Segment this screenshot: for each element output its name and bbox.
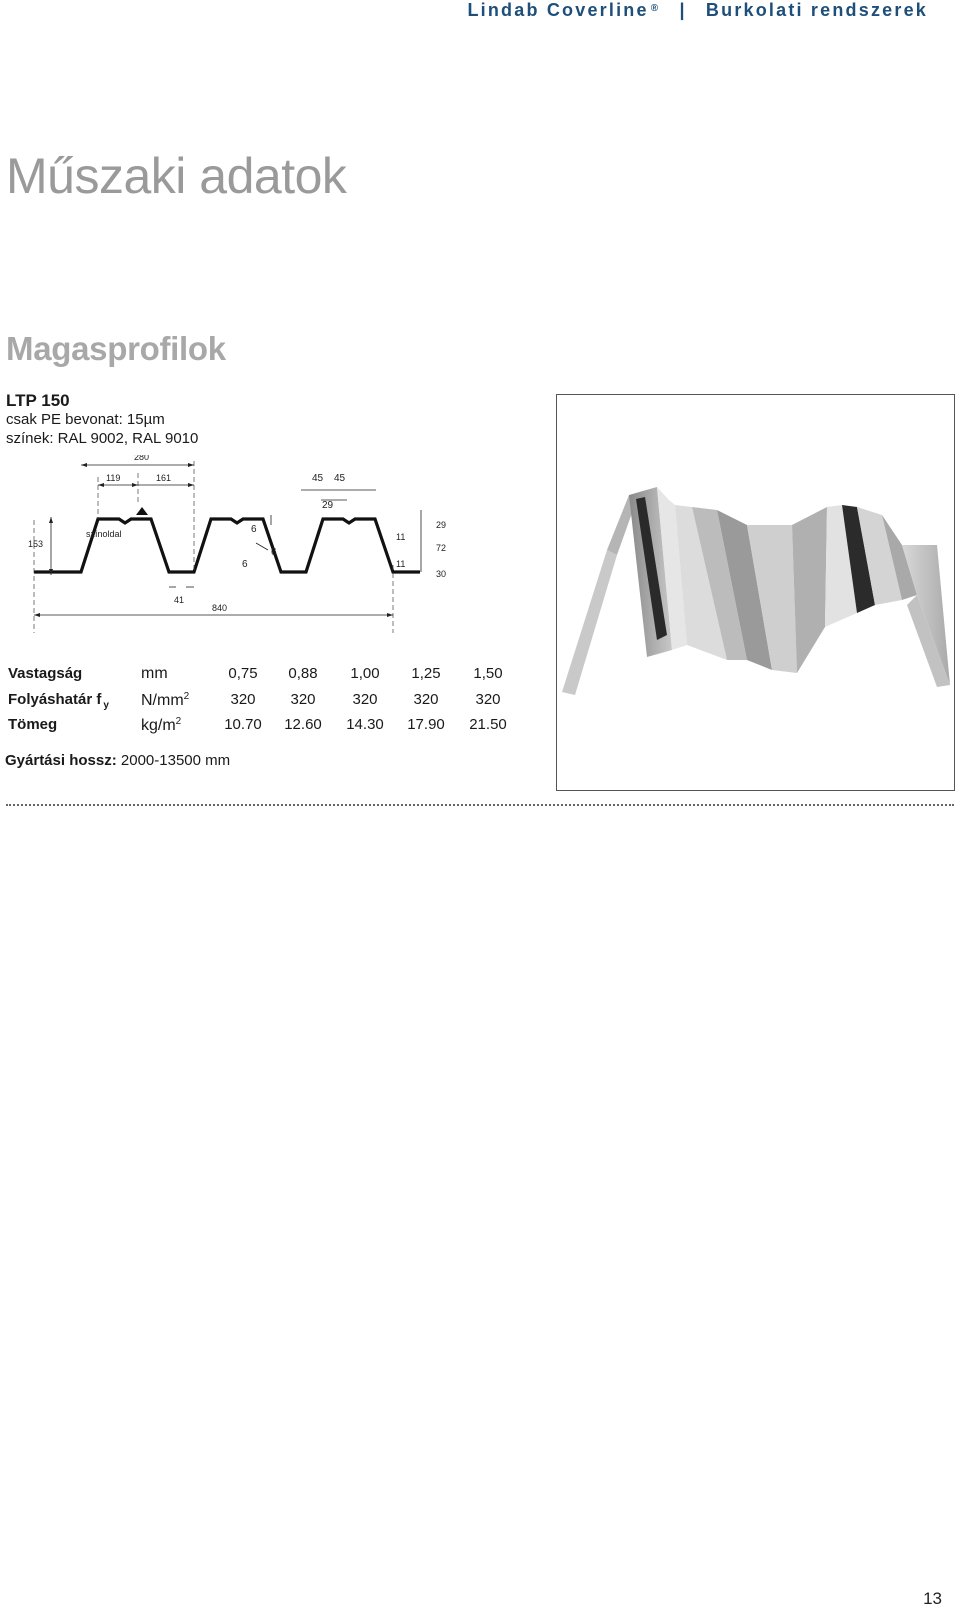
brand-name: Lindab Coverline [467,0,649,20]
profile-cross-section-diagram [16,455,456,650]
profile-outline [34,519,420,572]
product-colors: színek: RAL 9002, RAL 9010 [6,430,199,447]
spec-value: 1,25 [411,665,441,682]
production-length-label: Gyártási hossz: [5,752,117,769]
spec-label: Vastagság [8,665,83,682]
dim-29-top: 29 [322,500,334,511]
product-info [6,391,198,448]
dotted-separator [6,804,954,806]
spec-unit: $kg/m^2$ [141,716,182,734]
header-separator: | [679,0,687,20]
page-header [467,0,928,21]
spec-value: 320 [290,690,316,708]
spec-value: 320 [352,690,378,708]
color-side-marker [136,507,148,515]
page-title: Műszaki adatok [6,148,347,204]
label-szinoldal: színoldal [86,529,122,539]
dim-41: 41 [174,595,185,605]
header-section: Burkolati rendszerek [705,0,928,20]
dim-161: 161 [156,473,172,483]
spec-value: 10.70 [224,716,262,733]
registered-mark: ® [650,3,661,14]
dim-6-bottom: 6 [242,559,248,570]
spec-unit: $N/mm^2$ [141,690,190,709]
dim-72: 72 [436,543,447,553]
production-length-value: 2000-13500 mm [120,752,231,769]
dim-6-top: 6 [251,524,257,535]
spec-unit: mm [141,665,168,682]
spec-value: 320 [475,690,501,708]
dim-11-lower: 11 [396,559,406,569]
spec-value: 17.90 [407,716,445,733]
section-title: Magasprofilok [6,330,226,367]
spec-value: 21.50 [469,716,507,733]
dim-119: 119 [106,473,121,483]
product-coating: csak PE bevonat: 15µm [6,411,165,428]
dim-280: 280 [134,455,150,462]
spec-value: 1,50 [473,665,503,682]
spec-label: Folyáshatár f $_y$ [8,690,109,711]
dim-29-right: 29 [436,520,447,530]
dim-153: 153 [28,539,44,549]
profile-sheet-illustration [557,395,954,790]
spec-value: 12.60 [284,716,322,733]
spec-value: 320 [230,690,256,708]
dim-6-mid: 6 [271,547,277,558]
product-name: LTP 150 [6,391,70,410]
profile-photo [556,394,955,791]
dim-45-left: 45 [312,473,324,484]
dim-11-upper: 11 [396,532,406,542]
dim-840: 840 [212,603,228,613]
dim-30: 30 [436,569,447,579]
spec-value: 0,88 [288,665,318,682]
production-length [5,752,230,769]
spec-value: 320 [413,690,439,708]
dim-45-right: 45 [334,473,346,484]
spec-value: 0,75 [228,665,258,682]
spec-value: 1,00 [350,665,380,682]
spec-label: Tömeg [8,716,58,733]
spec-value: 14.30 [346,716,384,733]
page-number: 13 [923,1589,942,1608]
